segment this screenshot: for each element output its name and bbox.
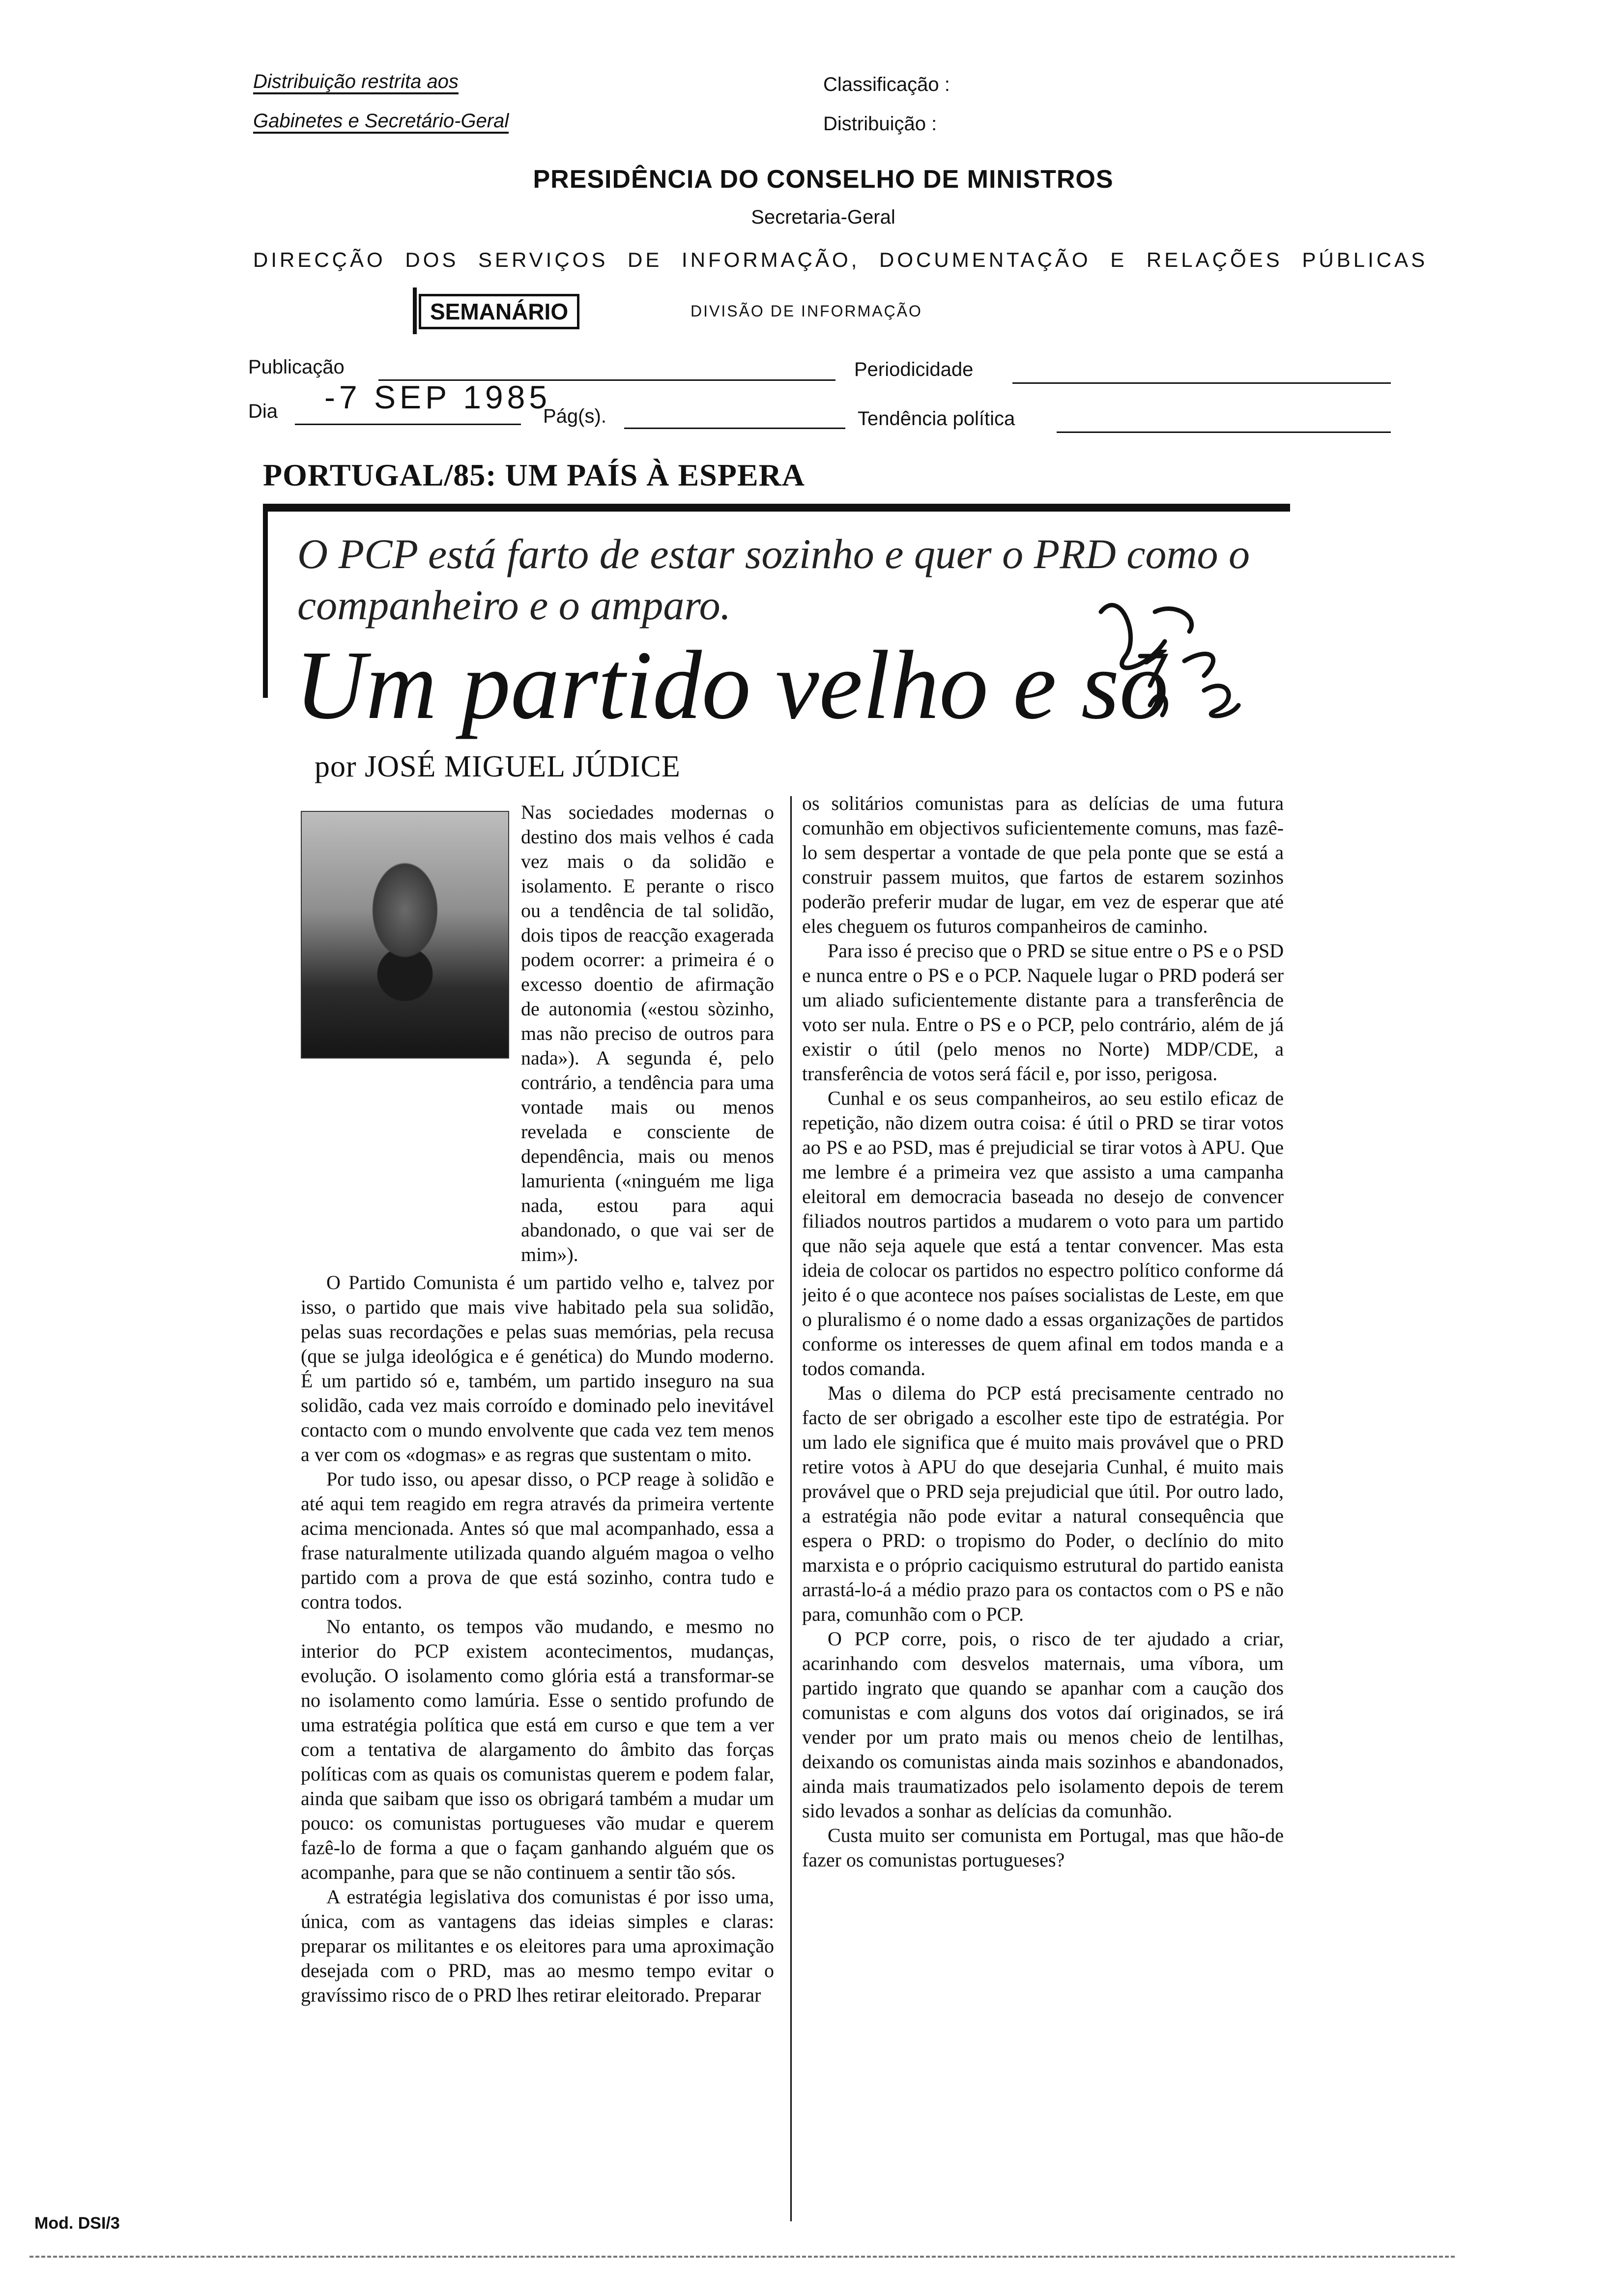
periodicidade-line: [1012, 382, 1391, 384]
publicacao-label: Publicação: [248, 356, 345, 378]
pags-line: [624, 428, 845, 429]
paragraph: Para isso é preciso que o PRD se situe entre o PS e o PSD e nunca entre o PS e o PCP. Naquele lugar o PRD poderá ser um aliado suficientemente distante para a transferência de voto ser nula. Entre o PS e o PCP, pelo contrário, além de já existir o útil (pelo menos no Norte) MDP/CDE, a transferência de votos será fácil e, por isso, perigosa.: [802, 940, 1284, 1085]
section-kicker: PORTUGAL/85: UM PAÍS À ESPERA: [263, 458, 805, 492]
handwritten-annotation: [1081, 582, 1258, 725]
classificacao-label: Classificação :: [823, 74, 950, 95]
date-stamp: -7 SEP 1985: [324, 379, 551, 415]
scan-edge-noise: [29, 2256, 1455, 2258]
paragraph: Por tudo isso, ou apesar disso, o PCP reage à solidão e até aqui tem reagido em regra através da primeira vertente acima mencionada. Antes só que mal acompanhado, essa a frase naturalmente utilizada quando alguém magoa o velho partido com a prova de que está sozinho, contra tudo e contra todos.: [301, 1468, 774, 1613]
model-reference: Mod. DSI/3: [34, 2214, 120, 2233]
paragraph: Mas o dilema do PCP está precisamente centrado no facto de ser obrigado a escolher este tipo de estratégia. Por um lado ele significa que é muito mais provável que o PRD retire votos à APU do que desejaria Cunhal, é muito mais provável que o PRD seja prejudicial que útil. Por outro lado, a estratégia não pode evitar a natural consequência que espera o PRD: o tropismo do Poder, o declínio do mito marxista e o próprio caciquismo estrutural do partido eanista arrastá-lo-á a médio prazo para os contactos com o PS e não para, comunhão com o PCP.: [802, 1382, 1284, 1625]
dia-line: [295, 424, 521, 425]
column-1-intro: [521, 800, 774, 1267]
tendencia-label: Tendência política: [858, 408, 1015, 430]
paragraph-intro: Nas sociedades modernas o destino dos mais velhos é cada vez mais o da solidão e isolamento. E perante o risco ou a tendência de tal solidão, dois tipos de reacção exagerada podem ocorrer: a primeira é o excesso doentio de afirmação de autonomia («estou sòzinho, mas não preciso de outros para nada»). A segunda é, pelo contrário, a tendência para uma vontade mais ou menos revelada e consciente de dependência, mais ou menos lamurienta («ninguém me liga nada, estou para aqui abandonado, o que vai ser de mim»).: [521, 801, 774, 1265]
paragraph: No entanto, os tempos vão mudando, e mesmo no interior do PCP existem acontecimentos, mudanças, evolução. O isolamento como glória está a transformar-se no isolamento como lamúria. Esse o sentido profundo de uma estratégia política que está em curso e que tem a ver com a tentativa de alargamento do âmbito das forças políticas com as quais os comunistas querem e podem falar, ainda que saibam que isso os obrigará também a mudar um pouco: os comunistas portugueses vão mudar e querem fazê-lo de forma a que o façam ganhando alguém que os acompanhe, para que se não continuem a sentir tão sós.: [301, 1615, 774, 1883]
author-photo: [301, 811, 509, 1059]
institution-title: PRESIDÊNCIA DO CONSELHO DE MINISTROS: [533, 165, 1114, 194]
paragraph: Cunhal e os seus companheiros, ao seu estilo eficaz de repetição, não dizem outra coisa: é útil o PRD se tirar votos ao PS e ao PSD, mas é prejudicial se tirar votos à APU. Que me lembre é a primeira vez que assisto a uma campanha eleitoral em democracia baseada no desejo de convencer filiados noutros partidos a mudarem o voto para um partido que não seja aquele que está a tentar convencer. Mas esta ideia de colocar os partidos no espectro político conforme dá jeito é o que acontece nos países socialistas de Leste, em que o pluralismo é o nome dado a essas organizações de partidos conforme os interesses de quem afinal em todos manda e a todos comanda.: [802, 1087, 1284, 1379]
restricted-distribution-line2: Gabinetes e Secretário-Geral: [253, 109, 509, 133]
divisao-informacao: DIVISÃO DE INFORMAÇÃO: [691, 302, 922, 320]
left-frame-rule: [263, 504, 268, 698]
publication-stamp: SEMANÁRIO: [419, 294, 579, 329]
column-1: [301, 1270, 774, 2221]
tendencia-line: [1057, 431, 1391, 433]
direccao-servicos: DIRECÇÃO DOS SERVIÇOS DE INFORMAÇÃO, DOCUMENTAÇÃO E RELAÇÕES PÚBLICAS: [253, 248, 1428, 271]
column-divider: [790, 796, 792, 2221]
subhead: O PCP está farto de estar sozinho e quer o PRD como o companheiro e o amparo.: [297, 530, 1250, 629]
headline: Um partido velho e só: [295, 631, 1169, 740]
byline: por JOSÉ MIGUEL JÚDICE: [315, 750, 681, 783]
paragraph: O PCP corre, pois, o risco de ter ajudado a criar, acarinhando com desvelos maternais, uma víbora, um partido ingrato que quando se apanhar com a caução dos comunistas e com alguns dos votos daí originados, se irá vender por um prato mais ou menos cheio de lentilhas, deixando os comunistas ainda mais sozinhos e abandonados, ainda mais traumatizados pelo isolamento depois de terem sido levados a sonhar as delícias da comunhão.: [802, 1628, 1284, 1822]
dia-label: Dia: [248, 401, 278, 422]
paragraph: A estratégia legislativa dos comunistas é por isso uma, única, com as vantagens das ideias simples e claras: preparar os militantes e os eleitores para uma aproximação desejada com o PRD, mas ao mesmo tempo evitar o gravíssimo risco de o PRD lhes retirar eleitorado. Preparar: [301, 1886, 774, 2006]
paragraph: O Partido Comunista é um partido velho e, talvez por isso, o partido que mais vive habitado pela sua solidão, pelas suas recordações e pelas suas memórias, pela recusa (que se julga ideológica e é genética) do Mundo moderno. É um partido só e, também, um partido inseguro na sua solidão, cada vez mais corroído e dominado pelo inevitável contacto com o mundo envolvente que cada vez tem menos a ver com os «dogmas» e as regras que sustentam o mito.: [301, 1271, 774, 1465]
distribuicao-label: Distribuição :: [823, 113, 937, 135]
periodicidade-label: Periodicidade: [854, 359, 974, 380]
column-2: [802, 791, 1284, 2226]
paragraph: Custa muito ser comunista em Portugal, mas que hão-de fazer os comunistas portugueses?: [802, 1824, 1284, 1871]
restricted-distribution-line1: Distribuição restrita aos: [253, 70, 459, 93]
paragraph: os solitários comunistas para as delícias de uma futura comunhão em objectivos suficientemente comuns, mas fazê-lo sem despertar a vontade de que pela ponte que se está a construir passem muitos, que fartos de estarem sozinhos poderão preferir mudar de lugar, em vez de esperar que até eles cheguem os futuros companheiros de caminho.: [802, 792, 1284, 937]
top-rule: [263, 504, 1290, 512]
stamp-bracket: [413, 287, 417, 334]
pags-label: Pág(s).: [543, 405, 606, 427]
secretaria-geral: Secretaria-Geral: [751, 206, 895, 228]
